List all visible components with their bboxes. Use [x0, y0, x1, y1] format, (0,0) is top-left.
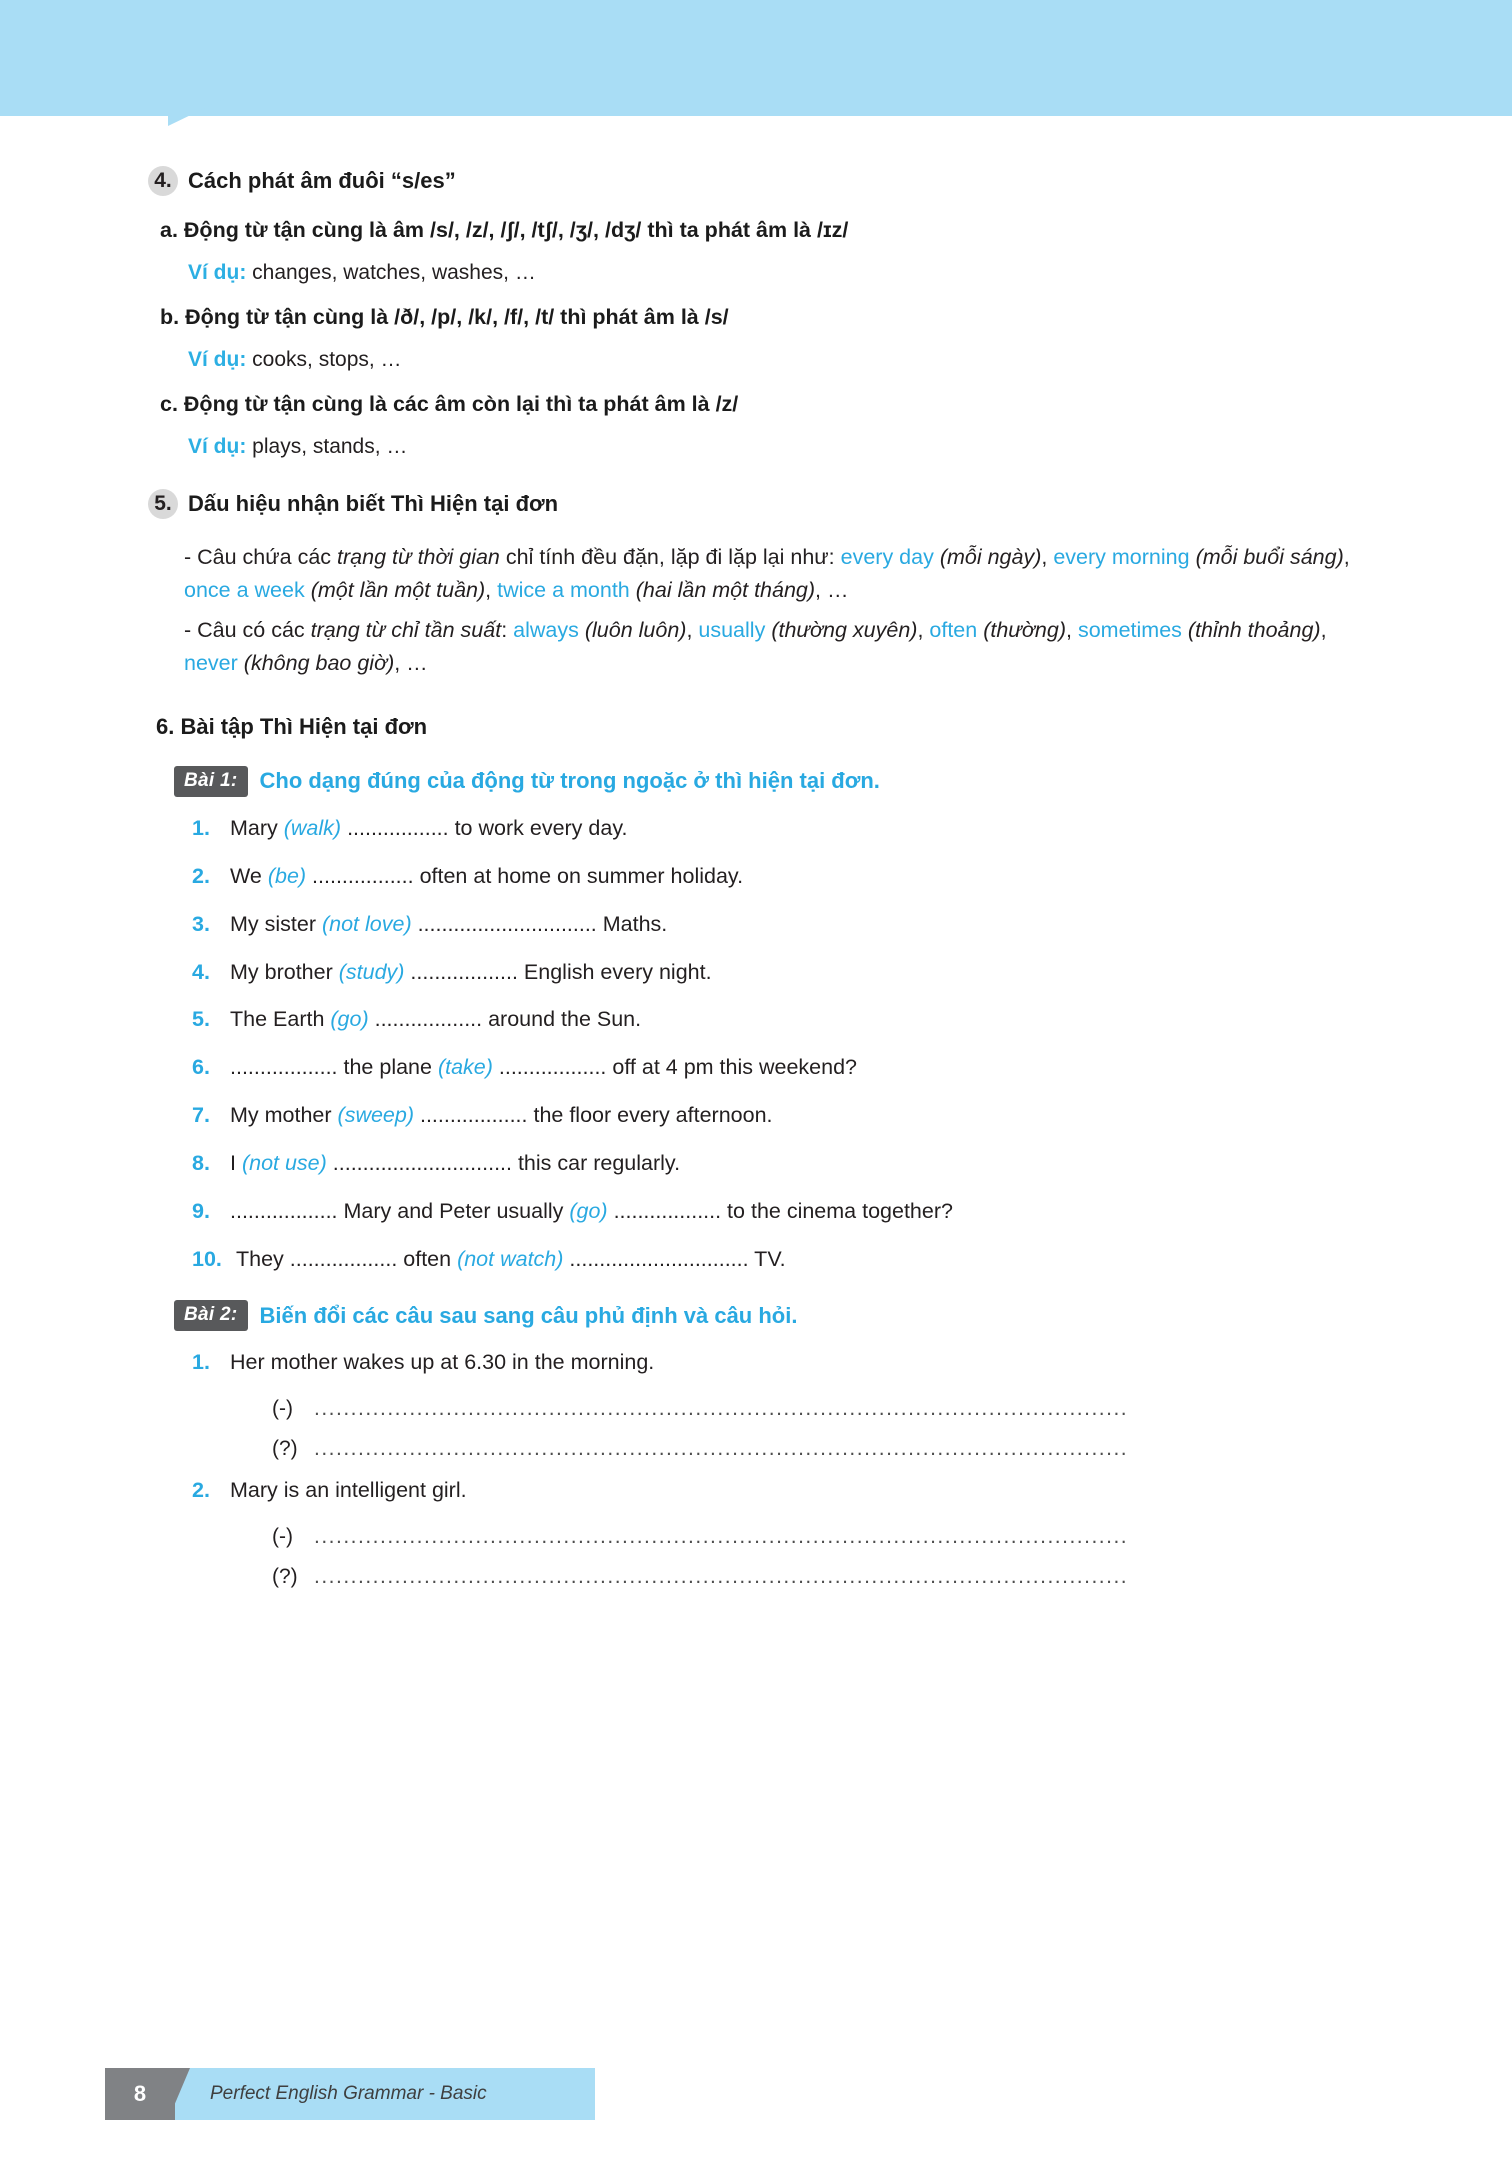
item-number: 1.	[192, 1350, 210, 1375]
bullet-2-item-0-vi: (luôn luôn)	[584, 618, 687, 643]
bullet-2-item-3-vi: (thỉnh thoảng)	[1187, 618, 1321, 643]
item-text: They .................. often (not watch) .............................. TV.	[236, 1247, 786, 1272]
item-number: 4.	[192, 959, 210, 984]
item-text: Mary (walk) ................. to work every day.	[230, 815, 628, 840]
bullet-2-item-4-vi: (không bao giờ)	[243, 651, 395, 676]
bullet-1-mid: chỉ tính đều đặn, lặp đi lặp lại như:	[499, 545, 841, 569]
list-item	[192, 959, 1368, 987]
list-item	[192, 1246, 1368, 1274]
section-4-rule-c-text: c. Động từ tận cùng là các âm còn lại thì ta phát âm là /z/	[160, 392, 739, 416]
section-4-rule-a	[148, 218, 1368, 243]
section-6-title: 6. Bài tập Thì Hiện tại đơn	[156, 713, 428, 739]
bullet-1-lead: - Câu chứa các	[184, 545, 338, 569]
item-number: 2.	[192, 863, 210, 888]
bullet-1-item-2-en: once a week	[184, 577, 305, 602]
answer-tag: (-)	[272, 1397, 293, 1420]
section-5-bullet-2: - Câu có các trạng từ chỉ tần suất: always (luôn luôn), usually (thường xuyên), often (thường), sometimes (thỉnh thoảng), never (không bao giờ), …	[184, 618, 1327, 676]
bullet-1-item-0-vi: (mỗi ngày)	[939, 545, 1042, 569]
list-item	[192, 815, 1368, 843]
exercise-2-badge: Bài 2:	[174, 1300, 248, 1331]
item-number: 5.	[192, 1007, 210, 1032]
section-4-rule-b	[148, 305, 1368, 330]
answer-tag: (-)	[272, 1524, 293, 1548]
example-label-a: Ví dụ:	[188, 261, 247, 284]
page-body	[0, 116, 1512, 2158]
exercise-1-badge: Bài 1:	[174, 766, 248, 797]
answer-blank-negative[interactable]	[192, 1397, 1368, 1421]
bullet-2-item-3-en: sometimes	[1077, 618, 1182, 643]
exercise-1-title: Cho dạng đúng của động từ trong ngoặc ở thì hiện tại đơn.	[259, 768, 880, 794]
bullet-2-item-2-en: often	[929, 618, 978, 643]
bullet-1-item-1-vi: (mỗi buổi sáng)	[1195, 545, 1344, 569]
answer-leader: ...............................................................................................................	[314, 1524, 1129, 1548]
list-item	[192, 1349, 1368, 1377]
list-item	[192, 1006, 1368, 1034]
example-text-b: cooks, stops, …	[252, 348, 402, 371]
item-text: I (not use) .............................. this car regularly.	[230, 1151, 681, 1176]
answer-leader: ...............................................................................................................	[314, 1437, 1129, 1460]
item-text: .................. Mary and Peter usually (go) .................. to the cinema together?	[230, 1199, 953, 1224]
page-footer	[0, 2068, 620, 2120]
example-text-c: plays, stands, …	[252, 435, 408, 458]
bullet-2-tail: , …	[394, 651, 428, 676]
bullet-2-item-1-en: usually	[698, 618, 766, 643]
example-label-b: Ví dụ:	[188, 348, 247, 371]
answer-blank-question[interactable]	[192, 1437, 1368, 1461]
section-5-bullet-1: - Câu chứa các trạng từ thời gian chỉ tính đều đặn, lặp đi lặp lại như: every day (mỗi ngày), every morning (mỗi buổi sáng), once a week (một lần một tuần), twice a month (hai lần một tháng), …	[184, 545, 1350, 602]
item-text: Her mother wakes up at 6.30 in the morning.	[230, 1350, 655, 1375]
item-number: 8.	[192, 1151, 210, 1176]
item-text: My brother (study) .................. English every night.	[230, 959, 712, 984]
bullet-1-item-2-vi: (một lần một tuần)	[310, 577, 486, 602]
section-5-heading	[148, 489, 1368, 519]
bullet-2-item-0-en: always	[513, 618, 579, 643]
answer-tag: (?)	[272, 1437, 298, 1460]
example-label-c: Ví dụ:	[188, 435, 247, 458]
answer-leader: ...............................................................................................................	[314, 1397, 1129, 1420]
section-5-title: Dấu hiệu nhận biết Thì Hiện tại đơn	[188, 491, 559, 516]
bullet-1-italic: trạng từ thời gian	[337, 545, 500, 569]
answer-tag: (?)	[272, 1564, 298, 1588]
exercise-2-list	[148, 1349, 1368, 1589]
item-text: My sister (not love) .............................. Maths.	[230, 911, 668, 936]
bullet-2-italic: trạng từ chỉ tần suất	[310, 618, 502, 643]
top-decorative-band	[0, 0, 1512, 116]
item-text: We (be) ................. often at home on summer holiday.	[230, 863, 744, 888]
exercise-1-header	[148, 766, 1368, 797]
example-text-a: changes, watches, washes, …	[252, 261, 536, 284]
item-text: Mary is an intelligent girl.	[230, 1478, 467, 1502]
bullet-2-item-4-en: never	[184, 651, 238, 676]
section-4-example-b	[148, 348, 1368, 372]
exercise-2-title: Biến đổi các câu sau sang câu phủ định và câu hỏi.	[259, 1302, 798, 1328]
answer-blank-question[interactable]	[192, 1565, 1368, 1589]
exercise-1-list	[148, 815, 1368, 1274]
item-number: 7.	[192, 1103, 210, 1128]
item-number: 10.	[192, 1247, 222, 1272]
section-4-rule-b-text: b. Động từ tận cùng là /ð/, /p/, /k/, /f/, /t/ thì phát âm là /s/	[160, 305, 729, 329]
list-item	[192, 1054, 1368, 1082]
item-number: 3.	[192, 911, 210, 936]
section-4-title: Cách phát âm đuôi “s/es”	[188, 168, 456, 193]
bullet-1-item-3-en: twice a month	[497, 577, 630, 602]
bullet-2-item-1-vi: (thường xuyên)	[771, 618, 918, 643]
item-number: 6.	[192, 1055, 210, 1080]
item-text: The Earth (go) .................. around the Sun.	[230, 1007, 642, 1032]
list-item	[192, 1150, 1368, 1178]
list-item	[192, 1198, 1368, 1226]
section-4-rule-a-text: a. Động từ tận cùng là âm /s/, /z/, /ʃ/, /tʃ/, /ʒ/, /dʒ/ thì ta phát âm là /ɪz/	[160, 218, 849, 242]
section-4-example-c	[148, 435, 1368, 459]
section-4-number: 4.	[148, 166, 178, 196]
item-number: 1.	[192, 815, 210, 840]
exercise-2-header	[148, 1300, 1368, 1331]
section-4-heading	[148, 166, 1368, 196]
section-4-example-a	[148, 261, 1368, 285]
answer-blank-negative[interactable]	[192, 1525, 1368, 1549]
list-item	[192, 1477, 1368, 1505]
item-text: My mother (sweep) .................. the floor every afternoon.	[230, 1103, 773, 1128]
section-4-rule-c	[148, 392, 1368, 417]
page-content	[148, 166, 1368, 1605]
section-5-number: 5.	[148, 489, 178, 519]
list-item	[192, 911, 1368, 939]
bullet-1-item-3-vi: (hai lần một tháng)	[635, 577, 816, 602]
item-text: .................. the plane (take) .................. off at 4 pm this weekend?	[230, 1055, 857, 1080]
bullet-2-item-2-vi: (thường)	[983, 618, 1067, 643]
bullet-1-tail: , …	[815, 577, 849, 602]
bullet-1-item-0-en: every day	[840, 545, 934, 569]
answer-leader: ...............................................................................................................	[314, 1564, 1129, 1588]
list-item	[192, 1102, 1368, 1130]
bullet-2-mid: :	[501, 618, 514, 643]
item-number: 9.	[192, 1199, 210, 1224]
list-item	[192, 863, 1368, 891]
footer-book-title: Perfect English Grammar - Basic	[210, 2083, 487, 2104]
page-number: 8	[133, 2081, 147, 2106]
bullet-2-lead: - Câu có các	[184, 618, 311, 643]
bullet-1-item-1-en: every morning	[1053, 545, 1190, 569]
item-number: 2.	[192, 1478, 210, 1502]
